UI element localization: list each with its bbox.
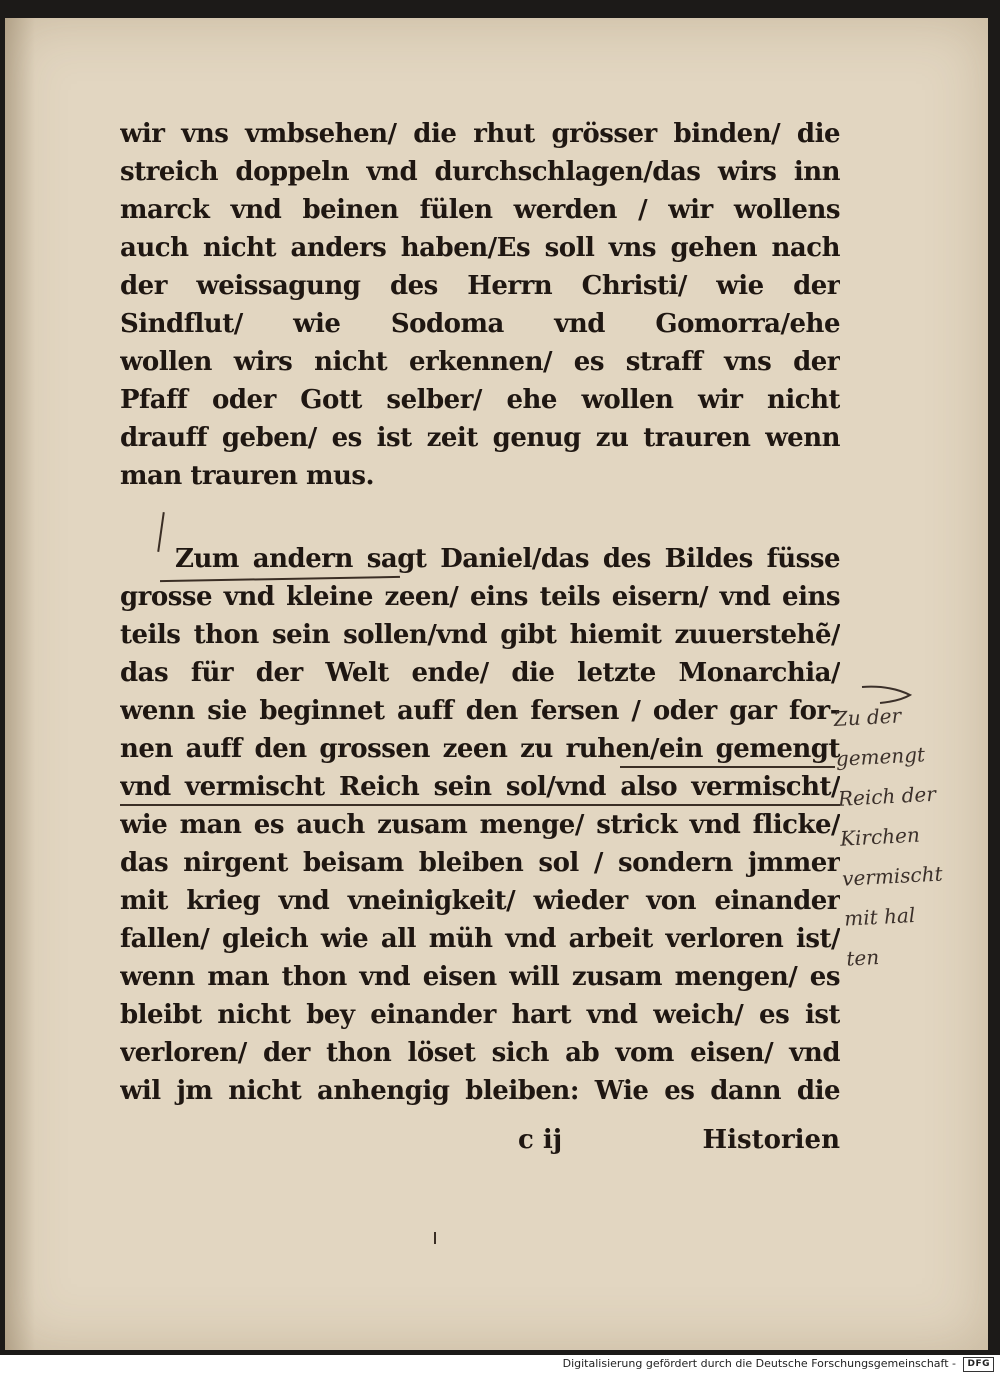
- handwritten-underline: [120, 804, 840, 806]
- ink-mark: [434, 1232, 436, 1244]
- text-line: der weissagung des Herrn Christi/ wie der: [120, 271, 840, 301]
- text-line: das nirgent beisam bleiben sol / sondern jmmer: [120, 848, 840, 878]
- text-line: Zum andern sagt Daniel/das des Bildes füsse: [175, 544, 840, 574]
- text-line: wenn sie beginnet auff den fersen / oder gar for-: [120, 696, 840, 726]
- digitization-footer: [0, 1355, 1000, 1373]
- text-line: Pfaff oder Gott selber/ ehe wollen wir nicht: [120, 385, 840, 415]
- text-line: nen auff den grossen zeen zu ruhen/ein gemengt: [120, 734, 840, 764]
- dfg-logo: DFG: [963, 1357, 994, 1372]
- text-line: vnd vermischt Reich sein sol/vnd also vermischt/: [120, 772, 840, 802]
- text-line: streich doppeln vnd durchschlagen/das wirs inn: [120, 157, 840, 187]
- text-line: auch nicht anders haben/Es soll vns gehen nach: [120, 233, 840, 263]
- text-line: verloren/ der thon löset sich ab vom eisen/ vnd: [120, 1038, 840, 1068]
- text-line: wir vns vmbsehen/ die rhut grösser binden/ die: [120, 119, 840, 149]
- text-line: wil jm nicht anhengig bleiben: Wie es dann die: [120, 1076, 840, 1106]
- margin-note: Reich der: [837, 781, 937, 811]
- text-line: wie man es auch zusam menge/ strick vnd flicke/: [120, 810, 840, 840]
- margin-note: mit hal: [843, 902, 916, 931]
- text-line: drauff geben/ es ist zeit genug zu trauren wenn: [120, 423, 840, 453]
- paragraph-2: [120, 540, 840, 1110]
- paragraph-1: [120, 115, 840, 495]
- margin-note: vermischt: [841, 861, 944, 891]
- text-line: Sindflut/ wie Sodoma vnd Gomorra/ehe: [120, 309, 840, 339]
- text-line: grosse vnd kleine zeen/ eins teils eisern/ vnd eins: [120, 582, 840, 612]
- footer-credit: Digitalisierung gefördert durch die Deutsche Forschungsgemeinschaft -: [562, 1357, 956, 1370]
- signature-mark: c ij: [518, 1125, 563, 1155]
- text-line: das für der Welt ende/ die letzte Monarchia/: [120, 658, 840, 688]
- margin-note: Zu der: [833, 703, 902, 731]
- text-line: wollen wirs nicht erkennen/ es straff vns der: [120, 347, 840, 377]
- margin-note: Kirchen: [839, 822, 921, 851]
- text-line: fallen/ gleich wie all müh vnd arbeit verloren ist/: [120, 924, 840, 954]
- handwritten-underline: [620, 766, 835, 768]
- text-line: bleibt nicht bey einander hart vnd weich/ es ist: [120, 1000, 840, 1030]
- text-line: marck vnd beinen fülen werden / wir wollens: [120, 195, 840, 225]
- marginalia: [833, 691, 992, 978]
- margin-note: ten: [845, 944, 880, 971]
- text-line: man trauren mus.: [120, 461, 375, 491]
- margin-note: gemengt: [835, 742, 926, 771]
- catchword: Historien: [702, 1125, 840, 1155]
- text-line: wenn man thon vnd eisen will zusam mengen/ es: [120, 962, 840, 992]
- text-line: mit krieg vnd vneinigkeit/ wieder von einander: [120, 886, 840, 916]
- page-footer-line: [120, 1120, 840, 1160]
- text-line: teils thon sein sollen/vnd gibt hiemit zuuerstehẽ/: [120, 620, 840, 650]
